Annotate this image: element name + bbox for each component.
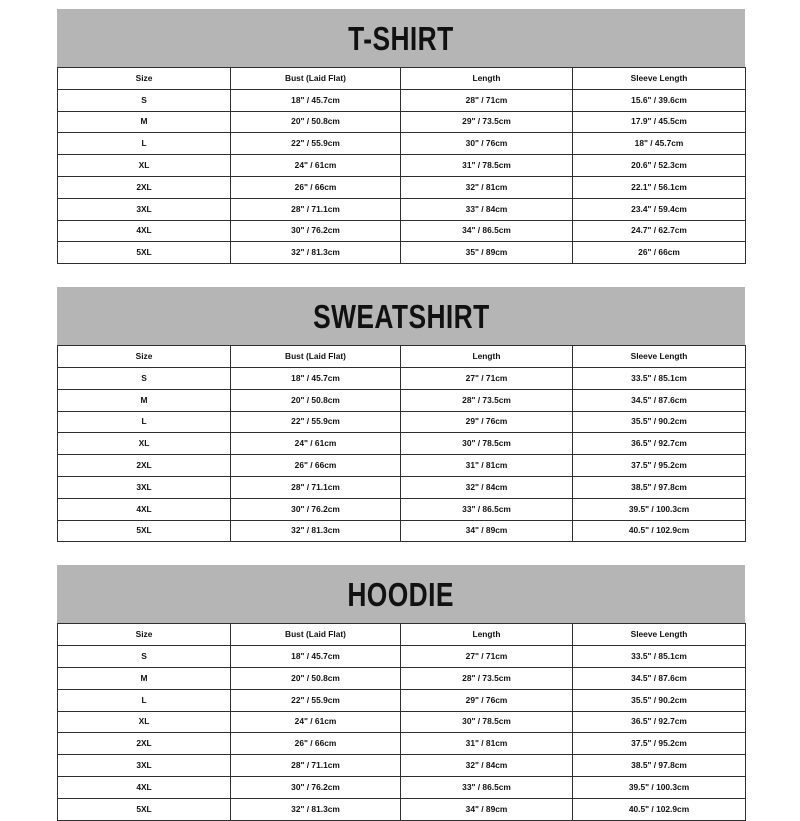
cell-length: 30" / 76cm — [401, 133, 573, 155]
table-row — [58, 111, 746, 133]
cell-bust: 32" / 81.3cm — [231, 242, 401, 264]
cell-length: 32" / 84cm — [401, 476, 573, 498]
cell-bust: 26" / 66cm — [231, 733, 401, 755]
cell-size: 5XL — [58, 520, 231, 542]
cell-sleeve: 40.5" / 102.9cm — [573, 798, 746, 820]
section-title: SWEATSHIRT — [312, 297, 490, 335]
cell-bust: 24" / 61cm — [231, 155, 401, 177]
section-title-band — [57, 287, 745, 345]
table-row — [58, 220, 746, 242]
cell-length: 28" / 71cm — [401, 89, 573, 111]
section-title-band — [57, 9, 745, 67]
cell-bust: 24" / 61cm — [231, 711, 401, 733]
column-header-size: Size — [58, 346, 231, 368]
size-table — [57, 67, 746, 264]
cell-size: M — [58, 667, 231, 689]
cell-sleeve: 34.5" / 87.6cm — [573, 667, 746, 689]
cell-sleeve: 39.5" / 100.3cm — [573, 776, 746, 798]
cell-sleeve: 20.6" / 52.3cm — [573, 155, 746, 177]
cell-sleeve: 37.5" / 95.2cm — [573, 733, 746, 755]
cell-sleeve: 22.1" / 56.1cm — [573, 176, 746, 198]
column-header-sleeve: Sleeve Length — [573, 346, 746, 368]
cell-size: 3XL — [58, 755, 231, 777]
cell-length: 31" / 81cm — [401, 733, 573, 755]
cell-length: 29" / 73.5cm — [401, 111, 573, 133]
table-row — [58, 367, 746, 389]
size-table — [57, 623, 746, 820]
cell-size: XL — [58, 711, 231, 733]
table-row — [58, 411, 746, 433]
cell-length: 30" / 78.5cm — [401, 711, 573, 733]
table-header-row — [58, 624, 746, 646]
cell-size: 5XL — [58, 798, 231, 820]
cell-length: 31" / 78.5cm — [401, 155, 573, 177]
table-header-row — [58, 68, 746, 90]
cell-size: S — [58, 367, 231, 389]
table-row — [58, 498, 746, 520]
cell-size: 2XL — [58, 176, 231, 198]
table-row — [58, 689, 746, 711]
cell-bust: 26" / 66cm — [231, 176, 401, 198]
cell-length: 32" / 84cm — [401, 755, 573, 777]
cell-bust: 28" / 71.1cm — [231, 755, 401, 777]
cell-bust: 20" / 50.8cm — [231, 111, 401, 133]
table-row — [58, 476, 746, 498]
column-header-length: Length — [401, 346, 573, 368]
table-row — [58, 198, 746, 220]
cell-size: 3XL — [58, 476, 231, 498]
column-header-length: Length — [401, 68, 573, 90]
column-header-size: Size — [58, 624, 231, 646]
column-header-bust: Bust (Laid Flat) — [231, 346, 401, 368]
cell-size: XL — [58, 433, 231, 455]
cell-length: 34" / 89cm — [401, 798, 573, 820]
cell-bust: 22" / 55.9cm — [231, 133, 401, 155]
cell-sleeve: 24.7" / 62.7cm — [573, 220, 746, 242]
cell-size: L — [58, 133, 231, 155]
cell-length: 33" / 86.5cm — [401, 498, 573, 520]
cell-length: 27" / 71cm — [401, 646, 573, 668]
cell-size: S — [58, 89, 231, 111]
cell-size: XL — [58, 155, 231, 177]
section-title: HOODIE — [347, 575, 455, 613]
section-title-band — [57, 565, 745, 623]
cell-sleeve: 36.5" / 92.7cm — [573, 711, 746, 733]
cell-sleeve: 17.9" / 45.5cm — [573, 111, 746, 133]
cell-sleeve: 33.5" / 85.1cm — [573, 646, 746, 668]
cell-size: 4XL — [58, 220, 231, 242]
cell-sleeve: 15.6" / 39.6cm — [573, 89, 746, 111]
column-header-bust: Bust (Laid Flat) — [231, 624, 401, 646]
section-title: T-SHIRT — [348, 19, 454, 57]
cell-sleeve: 38.5" / 97.8cm — [573, 755, 746, 777]
cell-length: 28" / 73.5cm — [401, 389, 573, 411]
cell-length: 31" / 81cm — [401, 455, 573, 477]
size-chart-section-sweatshirt — [57, 287, 745, 542]
cell-bust: 18" / 45.7cm — [231, 89, 401, 111]
cell-bust: 18" / 45.7cm — [231, 367, 401, 389]
cell-size: 3XL — [58, 198, 231, 220]
table-row — [58, 155, 746, 177]
cell-sleeve: 38.5" / 97.8cm — [573, 476, 746, 498]
cell-size: L — [58, 411, 231, 433]
table-row — [58, 433, 746, 455]
column-header-bust: Bust (Laid Flat) — [231, 68, 401, 90]
table-row — [58, 176, 746, 198]
cell-size: S — [58, 646, 231, 668]
cell-sleeve: 33.5" / 85.1cm — [573, 367, 746, 389]
cell-size: 4XL — [58, 776, 231, 798]
cell-length: 30" / 78.5cm — [401, 433, 573, 455]
cell-bust: 24" / 61cm — [231, 433, 401, 455]
cell-length: 33" / 84cm — [401, 198, 573, 220]
cell-bust: 28" / 71.1cm — [231, 198, 401, 220]
cell-size: 4XL — [58, 498, 231, 520]
cell-bust: 30" / 76.2cm — [231, 220, 401, 242]
cell-bust: 32" / 81.3cm — [231, 798, 401, 820]
cell-length: 28" / 73.5cm — [401, 667, 573, 689]
cell-sleeve: 23.4" / 59.4cm — [573, 198, 746, 220]
table-row — [58, 89, 746, 111]
cell-sleeve: 36.5" / 92.7cm — [573, 433, 746, 455]
cell-sleeve: 34.5" / 87.6cm — [573, 389, 746, 411]
cell-length: 29" / 76cm — [401, 689, 573, 711]
table-row — [58, 389, 746, 411]
cell-sleeve: 40.5" / 102.9cm — [573, 520, 746, 542]
table-row — [58, 242, 746, 264]
table-row — [58, 755, 746, 777]
cell-size: M — [58, 111, 231, 133]
cell-size: M — [58, 389, 231, 411]
table-header-row — [58, 346, 746, 368]
table-row — [58, 133, 746, 155]
table-row — [58, 646, 746, 668]
cell-size: 2XL — [58, 733, 231, 755]
cell-length: 29" / 76cm — [401, 411, 573, 433]
cell-size: 2XL — [58, 455, 231, 477]
cell-sleeve: 35.5" / 90.2cm — [573, 689, 746, 711]
cell-sleeve: 37.5" / 95.2cm — [573, 455, 746, 477]
cell-length: 34" / 89cm — [401, 520, 573, 542]
cell-sleeve: 35.5" / 90.2cm — [573, 411, 746, 433]
cell-length: 33" / 86.5cm — [401, 776, 573, 798]
table-row — [58, 733, 746, 755]
cell-bust: 30" / 76.2cm — [231, 498, 401, 520]
table-row — [58, 520, 746, 542]
cell-bust: 32" / 81.3cm — [231, 520, 401, 542]
column-header-size: Size — [58, 68, 231, 90]
cell-length: 27" / 71cm — [401, 367, 573, 389]
size-table — [57, 345, 746, 542]
cell-bust: 22" / 55.9cm — [231, 689, 401, 711]
cell-length: 35" / 89cm — [401, 242, 573, 264]
cell-bust: 20" / 50.8cm — [231, 389, 401, 411]
column-header-sleeve: Sleeve Length — [573, 624, 746, 646]
cell-length: 32" / 81cm — [401, 176, 573, 198]
cell-bust: 20" / 50.8cm — [231, 667, 401, 689]
cell-bust: 22" / 55.9cm — [231, 411, 401, 433]
table-row — [58, 455, 746, 477]
cell-bust: 18" / 45.7cm — [231, 646, 401, 668]
cell-sleeve: 18" / 45.7cm — [573, 133, 746, 155]
cell-bust: 28" / 71.1cm — [231, 476, 401, 498]
size-chart-section-t-shirt — [57, 9, 745, 264]
table-row — [58, 667, 746, 689]
table-row — [58, 776, 746, 798]
cell-bust: 30" / 76.2cm — [231, 776, 401, 798]
cell-sleeve: 26" / 66cm — [573, 242, 746, 264]
table-row — [58, 711, 746, 733]
column-header-length: Length — [401, 624, 573, 646]
size-chart-section-hoodie — [57, 565, 745, 820]
column-header-sleeve: Sleeve Length — [573, 68, 746, 90]
cell-bust: 26" / 66cm — [231, 455, 401, 477]
cell-size: L — [58, 689, 231, 711]
table-row — [58, 798, 746, 820]
cell-sleeve: 39.5" / 100.3cm — [573, 498, 746, 520]
cell-size: 5XL — [58, 242, 231, 264]
cell-length: 34" / 86.5cm — [401, 220, 573, 242]
